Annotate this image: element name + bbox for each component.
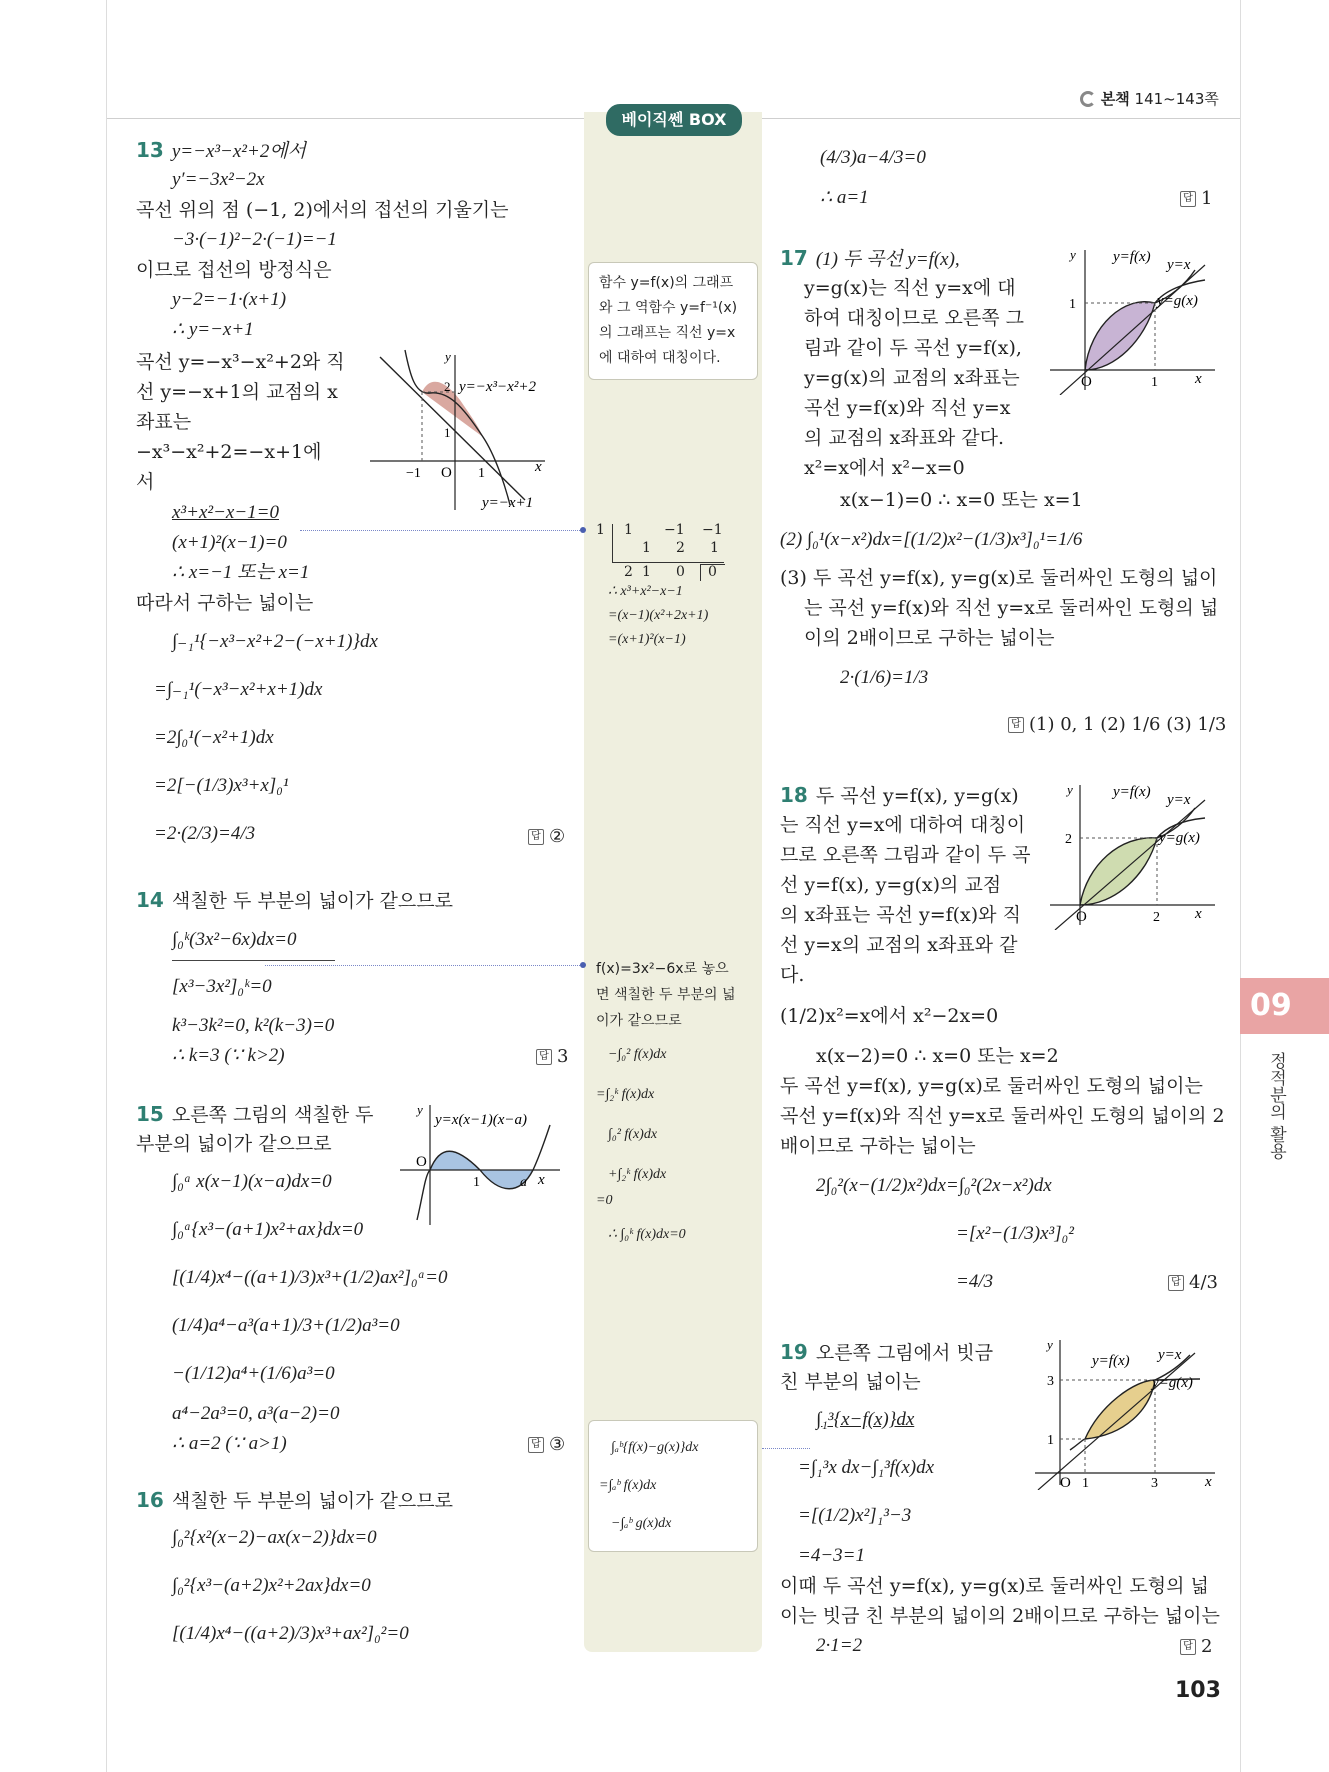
p18-line15: =4/3 [956,1271,994,1292]
p16-answer-value: 1 [1201,188,1213,209]
p17-g-label: y=g(x) [1157,293,1198,309]
p15-line1 [136,1102,374,1127]
chapter-title [1262,1052,1286,1159]
p18-answer-value: 4/3 [1189,1272,1218,1293]
p18-x-label: x [1195,906,1202,922]
p15-y-label: y [417,1102,423,1117]
note2-line2: 면 색칠한 두 부분의 넓 [596,987,736,1003]
synth-bar-v [612,524,613,562]
p18-line6: 선 y=x의 교점의 x좌표와 같 [780,934,1018,956]
reference-label: 본책 [1100,90,1130,108]
p18-line13: 2∫₀²(x−(1/2)x²)dx=∫₀²(2x−x²)dx [816,1175,1052,1196]
p19-y-label: y [1047,1337,1053,1352]
p19-graph [1030,1335,1225,1490]
synth-r3-c1: 2 [624,564,633,580]
p18-origin: O [1076,909,1087,925]
p16-answer [1180,188,1212,209]
note1-line2: 와 그 역함수 y=f⁻¹(x) [599,300,738,316]
p13-line11: −x³−x²+2=−x+1에 [136,441,322,463]
p19-line1 [780,1340,993,1365]
p19-line3: ∫₁³{x−f(x)}dx [816,1409,915,1430]
p18-line9: x(x−2)=0 ∴ x=0 또는 x=2 [816,1045,1059,1067]
p19-line7: 이때 두 곡선 y=f(x), y=g(x)로 둘러싸인 도형의 넓 [780,1575,1209,1597]
p15-origin: O [416,1154,427,1170]
p13-line17: ∫₋₁¹{−x³−x²+2−(−x+1)}dx [172,631,378,652]
answer-icon: 답 [1008,717,1024,733]
p13-text1: y=−x³−x²+2에서 [171,141,307,162]
p19-answer-value: 2 [1201,1636,1213,1657]
p13-line7: ∴ y=−x+1 [172,319,254,340]
connector-dot-13 [580,527,586,533]
p13-origin: O [441,465,452,481]
p19-origin: O [1060,1475,1071,1490]
answer-icon: 답 [1180,191,1196,207]
synth-bar-h [612,562,724,563]
p18-line4: 선 y=f(x), y=g(x)의 교점 [780,874,1002,896]
synth-divisor: 1 [596,522,605,538]
p13-line15: ∴ x=−1 또는 x=1 [172,562,310,583]
p15-line3: ∫₀ᵃ x(x−1)(x−a)dx=0 [172,1171,332,1192]
synth-r3-c2: 1 [642,564,651,580]
p13-curve-label: y=−x³−x²+2 [459,379,536,395]
p18-tick-y: 2 [1065,832,1072,847]
synth-eq3: =(x+1)²(x−1) [608,632,686,647]
p17-tick-x: 1 [1151,375,1158,390]
connector-19 [762,1448,810,1449]
problem-13-number: 13 [136,138,164,162]
problem-15-number: 15 [136,1102,164,1126]
p14-underline [172,960,335,961]
p19-text1: 오른쪽 그림에서 빗금 [815,1342,994,1364]
problem-17-number: 17 [780,246,808,270]
p15-shaded-region-1 [430,1151,480,1170]
page-reference [1080,88,1219,109]
p15-line5: [(1/4)x⁴−((a+1)/3)x³+(1/2)ax²]₀ᵃ=0 [172,1267,448,1288]
p19-g-label: y=g(x) [1152,1375,1193,1391]
note2-line6: ∫₀² f(x)dx [608,1127,658,1142]
right-line2: ∴ a=1 [820,187,869,208]
problem-16-number: 16 [136,1488,164,1512]
p18-f-label: y=f(x) [1113,784,1151,800]
p13-line20: =2[−(1/3)x³+x]₀¹ [154,775,289,796]
p13-line2: y′=−3x²−2x [172,169,265,190]
p18-line11: 곡선 y=f(x)와 직선 y=x로 둘러싸인 도형의 넓이의 2 [780,1105,1225,1127]
p17-line6: 곡선 y=f(x)와 직선 y=x [804,397,1011,419]
p17-f-label: y=f(x) [1113,249,1151,265]
p15-answer-value: ③ [549,1434,566,1455]
p15-graph [395,1100,570,1225]
p18-tick-x: 2 [1153,910,1160,925]
p14-line5: ∴ k=3 (∵ k>2) [172,1045,285,1066]
p13-line9: 선 y=−x+1의 교점의 x [136,381,338,403]
p15-tick-1: 1 [473,1175,480,1190]
reference-pages: 141~143쪽 [1134,90,1219,108]
book-icon [1080,91,1096,107]
p13-line-label: y=−x+1 [482,495,534,510]
p13-line21: =2·(2/3)=4/3 [154,823,256,844]
p17-line10: (2) ∫₀¹(x−x²)dx=[(1/2)x²−(1/3)x³]₀¹=1/6 [780,529,1083,550]
p13-line6: y−2=−1·(x+1) [172,289,287,310]
note2-line3: 이가 같으므로 [596,1013,682,1029]
synth-r3-c3: 0 [676,564,685,580]
page-number: 103 [1175,1678,1221,1703]
problem-19-number: 19 [780,1340,808,1364]
box-note-inverse [588,262,758,380]
note3-line3: −∫ₐᵇ g(x)dx [611,1516,672,1531]
p13-line19: =2∫₀¹(−x²+1)dx [154,727,274,748]
p17-line11: (3) 두 곡선 y=f(x), y=g(x)로 둘러싸인 도형의 넓이 [780,567,1218,589]
note1-line1: 함수 y=f(x)의 그래프 [599,275,734,291]
chapter-tab: 09 [1240,978,1329,1034]
p13-line4: −3·(−1)²−2·(−1)=−1 [172,229,337,250]
p18-graph [1045,780,1225,930]
answer-icon: 답 [1180,1639,1196,1655]
p15-line8: a⁴−2a³=0, a³(a−2)=0 [172,1403,340,1424]
p15-text1: 오른쪽 그림의 색칠한 두 [171,1104,374,1126]
p17-line2: y=g(x)는 직선 y=x에 대 [804,277,1016,299]
p14-line2: ∫₀ᵏ(3x²−6x)dx=0 [172,929,297,950]
p19-line5: =[(1/2)x²]₁³−3 [798,1505,912,1526]
note1-line3: 의 그래프는 직선 y=x [599,325,736,341]
p17-graph [1045,245,1225,395]
answer-icon: 답 [536,1049,552,1065]
p19-x-label: x [1205,1474,1212,1490]
p14-text1: 색칠한 두 부분의 넓이가 같으므로 [171,890,453,912]
p17-tick-y: 1 [1069,297,1076,312]
box-note-f [596,956,756,1248]
note2-line5: =∫₂ᵏ f(x)dx [596,1087,655,1102]
synth-r1-c3: −1 [702,522,723,538]
synth-r2-c2: 2 [676,540,685,556]
p17-line3: 하여 대칭이므로 오른쪽 그 [804,307,1025,329]
p13-answer [528,826,565,847]
answer-icon: 답 [528,1437,544,1453]
problem-18-number: 18 [780,783,808,807]
note2-line4: −∫₀² f(x)dx [608,1047,667,1062]
right-margin-line [1240,0,1241,1772]
p16-line3: ∫₀²{x³−(a+2)x²+2ax}dx=0 [172,1575,371,1596]
p18-y-label: y [1067,782,1073,797]
p16-line4: [(1/4)x⁴−((a+2)/3)x³+ax²]₀²=0 [172,1623,409,1644]
p15-line2: 부분의 넓이가 같으므로 [136,1133,332,1155]
p19-tick-x3: 3 [1151,1476,1158,1490]
note2-line9: ∴ ∫₀ᵏ f(x)dx=0 [608,1227,686,1242]
connector-14 [265,965,584,966]
p17-answer [1008,714,1226,735]
p18-line2: 는 직선 y=x에 대하여 대칭이 [780,814,1026,836]
p13-line3: 곡선 위의 점 (−1, 2)에서의 접선의 기울기는 [136,199,509,221]
p17-yx-label: y=x [1167,257,1191,273]
p14-line1 [136,888,453,913]
p18-line10: 두 곡선 y=f(x), y=g(x)로 둘러싸인 도형의 넓이는 [780,1075,1203,1097]
p19-shaded-lens [1085,1380,1155,1439]
p13-line8: 곡선 y=−x³−x²+2와 직 [136,351,345,373]
synth-r2-c1: 1 [642,540,651,556]
p16-line1 [136,1488,453,1513]
p13-line13: x³+x²−x−1=0 [172,502,279,523]
p15-line7: −(1/12)a⁴+(1/6)a³=0 [172,1363,335,1384]
p19-line6: =4−3=1 [798,1545,865,1566]
synth-r3-c4: 0 [708,564,717,580]
p14-answer-value: 3 [557,1046,569,1067]
p13-tick-1: 1 [478,466,485,481]
p19-line-yx [1038,1353,1195,1490]
connector-dot-14 [580,962,586,968]
left-margin-line [106,0,107,1772]
synth-r2-c3: 1 [710,540,719,556]
p18-answer [1168,1272,1218,1293]
p17-text1: (1) 두 곡선 y=f(x), [815,249,960,270]
p14-line4: k³−3k²=0, k²(k−3)=0 [172,1015,335,1036]
connector-13 [300,530,584,531]
p13-graph [370,345,585,510]
p13-tick-1y: 1 [444,425,451,440]
p17-line14: 2·(1/6)=1/3 [840,667,929,688]
p13-cubic-curve [405,350,510,505]
p18-text1: 두 곡선 y=f(x), y=g(x) [815,785,1019,807]
p13-answer-value: ② [549,826,566,847]
p13-line12: 서 [136,471,155,493]
p13-line5: 이므로 접선의 방정식은 [136,259,332,281]
p17-line12: 는 곡선 y=f(x)와 직선 y=x로 둘러싸인 도형의 넓 [804,597,1219,619]
chapter-title-text: 정적분의 활용 [1266,1052,1286,1160]
p19-yx-label: y=x [1158,1347,1182,1363]
p15-line6: (1/4)a⁴−a³(a+1)/3+(1/2)a³=0 [172,1315,400,1336]
note1-line4: 에 대하여 대칭이다. [599,350,721,366]
p17-origin: O [1081,374,1092,390]
p17-x-label: x [1195,371,1202,387]
p13-line16: 따라서 구하는 넓이는 [136,592,314,614]
p13-tick-neg1: −1 [406,466,421,481]
p17-line13: 이의 2배이므로 구하는 넓이는 [804,627,1055,649]
p16-line2: ∫₀²{x²(x−2)−ax(x−2)}dx=0 [172,1527,377,1548]
p19-line9: 2·1=2 [816,1635,863,1656]
synth-r1-c2: −1 [664,522,685,538]
p13-line1 [136,138,306,164]
box-title: 베이직쎈 BOX [606,104,742,136]
p17-line1 [780,246,960,272]
box-note-integral [588,1420,758,1552]
p18-line12: 배이므로 구하는 넓이는 [780,1135,976,1157]
p19-f-label: y=f(x) [1092,1353,1130,1369]
p16-text1: 색칠한 두 부분의 넓이가 같으므로 [171,1490,453,1512]
answer-icon: 답 [528,829,544,845]
synth-r1-c1: 1 [624,522,633,538]
p13-y-label: y [445,349,451,364]
note2-line8: =0 [596,1193,613,1208]
p19-tick-x1: 1 [1082,1476,1089,1490]
p17-y-label: y [1070,247,1076,262]
p18-line8: (1/2)x²=x에서 x²−2x=0 [780,1005,999,1027]
p14-answer [536,1046,568,1067]
synth-eq1: ∴ x³+x²−x−1 [608,584,683,599]
note3-line2: =∫ₐᵇ f(x)dx [599,1478,657,1493]
p18-g-label: y=g(x) [1159,830,1200,846]
p13-line18: =∫₋₁¹(−x³−x²+x+1)dx [154,679,323,700]
p18-yx-label: y=x [1167,792,1191,808]
answer-icon: 답 [1168,1275,1184,1291]
p18-line5: 의 x좌표는 곡선 y=f(x)와 직 [780,904,1021,926]
p15-tick-a: a [520,1175,527,1190]
problem-14-number: 14 [136,888,164,912]
p17-line5: y=g(x)의 교점의 x좌표는 [804,367,1020,389]
note2-line1: f(x)=3x²−6x로 놓으 [596,961,729,977]
p17-line7: 의 교점의 x좌표와 같다. [804,427,1005,449]
synth-eq2: =(x−1)(x²+2x+1) [608,608,709,623]
p19-answer [1180,1636,1212,1657]
p17-line8: x²=x에서 x²−x=0 [804,457,965,479]
p15-x-label: x [538,1172,545,1188]
p14-line3: [x³−3x²]₀ᵏ=0 [172,976,272,997]
p15-line4: ∫₀ᵃ{x³−(a+1)x²+ax}dx=0 [172,1219,364,1240]
p18-line14: =[x²−(1/3)x³]₀² [956,1223,1074,1244]
right-line1: (4/3)a−4/3=0 [820,147,926,168]
p17-answer-value: (1) 0, 1 (2) 1/6 (3) 1/3 [1029,714,1227,735]
p19-tick-y1: 1 [1047,1433,1054,1448]
p18-line7: 다. [780,964,805,986]
p13-line14: (x+1)²(x−1)=0 [172,532,287,553]
p13-x-label: x [535,459,542,475]
note3-line1: ∫ₐᵇ{f(x)−g(x)}dx [611,1440,699,1455]
p17-line9: x(x−1)=0 ∴ x=0 또는 x=1 [840,489,1083,511]
p18-line3: 므로 오른쪽 그림과 같이 두 곡 [780,844,1031,866]
p15-answer [528,1434,565,1455]
p13-tick-2: 2 [444,379,451,394]
p19-line4: =∫₁³x dx−∫₁³f(x)dx [798,1457,935,1478]
p19-line2: 친 부분의 넓이는 [780,1371,921,1393]
p15-graph-label: y=x(x−1)(x−a) [435,1112,527,1128]
p15-line9: ∴ a=2 (∵ a>1) [172,1433,287,1454]
p13-line10: 좌표는 [136,411,192,433]
p19-line8: 이는 빗금 친 부분의 넓이의 2배이므로 구하는 넓이는 [780,1605,1220,1627]
p17-line4: 림과 같이 두 곡선 y=f(x), [804,337,1022,359]
p19-tick-y3: 3 [1047,1374,1054,1389]
note2-line7: +∫₂ᵏ f(x)dx [608,1167,667,1182]
p18-line1 [780,783,1019,808]
